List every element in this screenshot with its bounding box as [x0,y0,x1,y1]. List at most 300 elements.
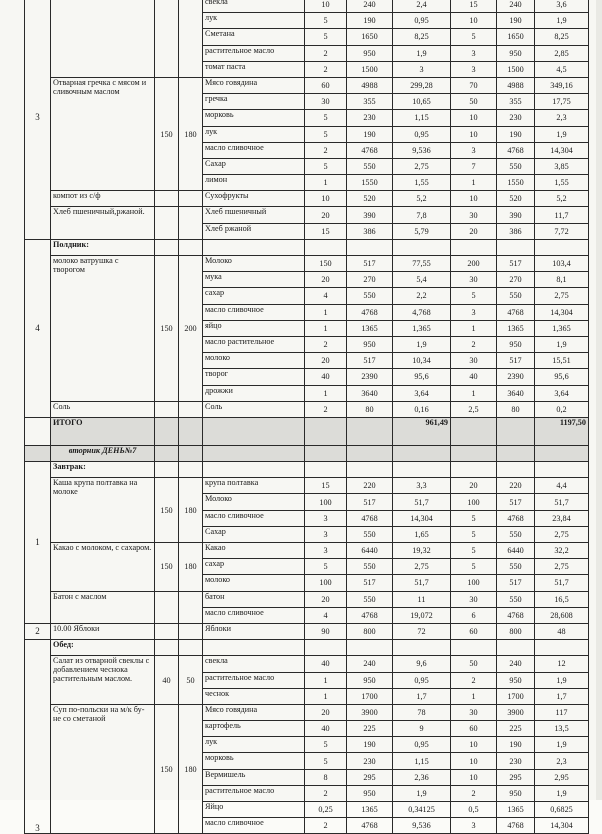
empty-cell [203,640,305,656]
value-cell: 2,75 [393,158,451,174]
ingredient-cell: масло растительное [203,336,305,352]
empty-cell [393,239,451,255]
value-cell: 3,64 [393,385,451,401]
ingredient-cell: чеснок [203,688,305,704]
value-cell: 1,9 [535,336,589,352]
ingredient-cell: растительное масло [203,785,305,801]
value-cell: 6 [451,607,497,623]
table-row [25,191,589,207]
value-cell: 2 [305,818,347,834]
value-cell: 7,72 [535,223,589,239]
table-row [25,478,589,494]
value-cell: 2,5 [451,401,497,417]
value-cell: 1700 [347,688,393,704]
value-cell: 1,15 [393,110,451,126]
value-cell: 950 [347,336,393,352]
ingredient-cell: Молоко [203,494,305,510]
value-cell: 90 [305,623,347,639]
total-row [25,417,589,445]
dish-name: Суп по-польски на м/к бу- не со сметаной [51,704,155,834]
dish-name: Соль [51,401,155,417]
value-cell: 386 [347,223,393,239]
value-cell: 190 [347,13,393,29]
value-cell: 15,51 [535,353,589,369]
value-cell: 2 [305,336,347,352]
table-row [25,462,589,478]
value-cell: 4768 [347,607,393,623]
value-cell: 23,84 [535,510,589,526]
value-cell: 550 [347,559,393,575]
value-cell: 270 [497,272,535,288]
dish-name: 10.00 Яблоки [51,623,155,639]
value-cell: 103,4 [535,256,589,272]
value-cell: 1700 [497,688,535,704]
value-cell: 100 [451,494,497,510]
value-cell: 1,9 [535,785,589,801]
empty-cell [497,417,535,445]
section-number: 3 [25,0,51,239]
value-cell: 3640 [347,385,393,401]
empty-cell [497,640,535,656]
value-cell: 230 [497,753,535,769]
scan-edge [596,0,602,800]
ingredient-cell: картофель [203,721,305,737]
value-cell: 517 [497,256,535,272]
output-cell: 180 [179,77,203,190]
output-cell [179,0,203,77]
value-cell: 10 [305,191,347,207]
value-cell: 240 [347,0,393,13]
empty-cell [179,445,203,461]
value-cell: 3 [393,61,451,77]
value-cell: 48 [535,623,589,639]
value-cell: 550 [497,158,535,174]
value-cell: 50 [451,94,497,110]
value-cell: 5,2 [535,191,589,207]
ingredient-cell: Какао [203,543,305,559]
value-cell: 1 [451,175,497,191]
ingredient-cell: дрожжи [203,385,305,401]
value-cell: 295 [497,769,535,785]
menu-table [24,0,589,834]
value-cell: 77,55 [393,256,451,272]
section-number: 3 [25,640,51,834]
value-cell: 40 [305,369,347,385]
value-cell: 8,1 [535,272,589,288]
value-cell: 4988 [497,77,535,93]
value-cell: 5 [305,753,347,769]
value-cell: 517 [347,353,393,369]
empty-cell [347,640,393,656]
value-cell: 0,95 [393,126,451,142]
ingredient-cell: Хлеб пшеничный [203,207,305,223]
value-cell: 4 [305,607,347,623]
value-cell: 1,9 [393,785,451,801]
empty-cell [497,462,535,478]
value-cell: 3,6 [535,0,589,13]
value-cell: 950 [347,785,393,801]
empty-cell [203,445,305,461]
value-cell: 1,55 [393,175,451,191]
value-cell: 2 [451,785,497,801]
value-cell: 20 [305,353,347,369]
ingredient-cell: Сахар [203,526,305,542]
empty-cell [497,239,535,255]
ingredient-cell: Яблоки [203,623,305,639]
value-cell: 1,65 [393,526,451,542]
value-cell: 150 [305,256,347,272]
value-cell: 3 [305,510,347,526]
value-cell: 2 [305,142,347,158]
value-cell: 2,3 [535,753,589,769]
value-cell: 10,34 [393,353,451,369]
value-cell: 1,9 [535,126,589,142]
value-cell: 5 [451,559,497,575]
value-cell: 100 [305,494,347,510]
value-cell: 1550 [347,175,393,191]
value-cell: 5,79 [393,223,451,239]
value-cell: 2,85 [535,45,589,61]
value-cell: 950 [497,785,535,801]
value-cell: 95,6 [535,369,589,385]
empty-cell [179,640,203,656]
ingredient-cell: лимон [203,175,305,191]
value-cell: 1 [305,672,347,688]
value-cell: 1365 [497,320,535,336]
output-cell [179,623,203,639]
value-cell: 190 [347,126,393,142]
value-cell: 2 [305,785,347,801]
value-cell: 3 [451,45,497,61]
value-cell: 950 [497,672,535,688]
empty-cell [305,417,347,445]
ingredient-cell: Сметана [203,29,305,45]
empty-cell [155,640,179,656]
value-cell: 800 [497,623,535,639]
value-cell: 2390 [497,369,535,385]
value-cell: 4768 [497,304,535,320]
value-cell: 30 [451,353,497,369]
ingredient-cell: Мясо говядина [203,704,305,720]
value-cell: 240 [347,656,393,672]
value-cell: 80 [347,401,393,417]
ingredient-cell: Молоко [203,256,305,272]
day-row [25,445,589,461]
value-cell: 3,64 [535,385,589,401]
table-row [25,239,589,255]
value-cell: 4,5 [535,61,589,77]
empty-cell [451,445,497,461]
ingredient-cell: лук [203,13,305,29]
value-cell: 950 [497,336,535,352]
value-cell: 17,75 [535,94,589,110]
output-cell: 150 [155,543,179,592]
value-cell: 4768 [347,818,393,834]
empty-cell [305,445,347,461]
value-cell: 60 [305,77,347,93]
value-cell: 32,2 [535,543,589,559]
value-cell: 0,16 [393,401,451,417]
value-cell: 220 [497,478,535,494]
empty-cell [25,417,51,445]
ingredient-cell: морковь [203,110,305,126]
value-cell: 5 [305,29,347,45]
empty-cell [155,239,179,255]
value-cell: 517 [497,494,535,510]
value-cell: 5,4 [393,272,451,288]
empty-cell [497,445,535,461]
value-cell: 2,3 [535,110,589,126]
value-cell: 4768 [497,510,535,526]
value-cell: 5 [305,126,347,142]
value-cell: 1365 [347,802,393,818]
dish-name: Каша крупа полтавка на молоке [51,478,155,543]
value-cell: 9 [393,721,451,737]
table-row [25,401,589,417]
value-cell: 95,6 [393,369,451,385]
value-cell: 1,7 [393,688,451,704]
value-cell: 14,304 [535,818,589,834]
value-cell: 240 [497,0,535,13]
value-cell: 225 [497,721,535,737]
value-cell: 0,34125 [393,802,451,818]
empty-cell [393,462,451,478]
value-cell: 5 [305,110,347,126]
value-cell: 2,75 [535,526,589,542]
value-cell: 51,7 [535,575,589,591]
ingredient-cell: лук [203,126,305,142]
value-cell: 4768 [347,510,393,526]
value-cell: 51,7 [535,494,589,510]
value-cell: 4 [305,288,347,304]
value-cell: 8,25 [393,29,451,45]
value-cell: 6440 [347,543,393,559]
value-cell: 5 [451,543,497,559]
table-row [25,77,589,93]
empty-cell [451,462,497,478]
value-cell: 1,9 [393,336,451,352]
value-cell: 6440 [497,543,535,559]
value-cell: 4,4 [535,478,589,494]
value-cell: 190 [497,13,535,29]
value-cell: 1,9 [393,45,451,61]
ingredient-cell: растительное масло [203,672,305,688]
value-cell: 3 [305,543,347,559]
table-row [25,704,589,720]
value-cell: 550 [497,591,535,607]
value-cell: 0,25 [305,802,347,818]
dish-name: Какао с молоком, с сахаром. [51,543,155,592]
value-cell: 10 [451,13,497,29]
empty-cell [535,239,589,255]
value-cell: 2,95 [535,769,589,785]
ingredient-cell: масло сливочное [203,142,305,158]
value-cell: 230 [497,110,535,126]
value-cell: 950 [497,45,535,61]
value-cell: 5 [305,158,347,174]
empty-cell [451,640,497,656]
value-cell: 1,7 [535,688,589,704]
value-cell: 1,55 [535,175,589,191]
value-cell: 2 [305,45,347,61]
ingredient-cell: Хлеб ржаной [203,223,305,239]
dish-name: молоко ватрушка с творогом [51,256,155,402]
value-cell: 5 [305,737,347,753]
empty-cell [179,417,203,445]
value-cell: 550 [347,526,393,542]
ingredient-cell: лук [203,737,305,753]
value-cell: 4988 [347,77,393,93]
value-cell: 550 [347,288,393,304]
meal-title: Завтрак: [51,462,155,478]
value-cell: 1 [451,385,497,401]
value-cell: 1 [305,320,347,336]
table-row [25,623,589,639]
value-cell: 20 [451,223,497,239]
empty-cell [155,445,179,461]
value-cell: 16,5 [535,591,589,607]
value-cell: 1500 [347,61,393,77]
empty-cell [451,239,497,255]
output-cell: 200 [179,256,203,402]
value-cell: 355 [347,94,393,110]
value-cell: 0,95 [393,13,451,29]
ingredient-cell: крупа полтавка [203,478,305,494]
output-cell [155,623,179,639]
value-cell: 0,2 [535,401,589,417]
table-row [25,640,589,656]
value-cell: 1550 [497,175,535,191]
ingredient-cell: молоко [203,353,305,369]
empty-cell [203,417,305,445]
ingredient-cell: масло сливочное [203,304,305,320]
value-cell: 1 [305,304,347,320]
value-cell: 220 [347,478,393,494]
value-cell: 2390 [347,369,393,385]
value-cell: 190 [497,737,535,753]
section-number: 4 [25,239,51,417]
value-cell: 14,304 [535,142,589,158]
output-cell [155,191,179,207]
value-cell: 14,304 [535,304,589,320]
ingredient-cell: масло сливочное [203,818,305,834]
empty-cell [305,640,347,656]
value-cell: 3 [451,304,497,320]
value-cell: 355 [497,94,535,110]
ingredient-cell: сахар [203,559,305,575]
value-cell: 4768 [497,607,535,623]
output-cell [179,401,203,417]
value-cell: 4768 [347,142,393,158]
output-cell: 40 [155,656,179,705]
output-cell [155,207,179,239]
value-cell: 520 [497,191,535,207]
dish-name [51,0,155,77]
value-cell: 950 [347,45,393,61]
value-cell: 15 [305,478,347,494]
value-cell: 8,25 [535,29,589,45]
section-number: 1 [25,462,51,624]
empty-cell [347,417,393,445]
value-cell: 51,7 [393,494,451,510]
dish-name: Хлеб пшеничный,ржаной. [51,207,155,239]
value-cell: 3,85 [535,158,589,174]
value-cell: 550 [347,591,393,607]
value-cell: 190 [497,126,535,142]
ingredient-cell: масло сливочное [203,607,305,623]
value-cell: 3640 [497,385,535,401]
value-cell: 2,36 [393,769,451,785]
value-cell: 4768 [497,142,535,158]
empty-cell [155,417,179,445]
value-cell: 3,3 [393,478,451,494]
value-cell: 2,75 [535,288,589,304]
value-cell: 550 [497,559,535,575]
value-cell: 10 [451,191,497,207]
value-cell: 2 [451,672,497,688]
table-row [25,256,589,272]
ingredient-cell: Яйцо [203,802,305,818]
ingredient-cell: морковь [203,753,305,769]
output-cell: 150 [155,704,179,834]
value-cell: 3900 [347,704,393,720]
value-cell: 12 [535,656,589,672]
empty-cell [535,462,589,478]
empty-cell [535,445,589,461]
day-label: вторник ДЕНЬ№7 [51,445,155,461]
total-label: ИТОГО [51,417,155,445]
value-cell: 1365 [497,802,535,818]
value-cell: 117 [535,704,589,720]
value-cell: 5 [451,526,497,542]
value-cell: 4,768 [393,304,451,320]
value-cell: 517 [347,494,393,510]
value-cell: 2 [305,61,347,77]
empty-cell [179,462,203,478]
value-cell: 15 [451,0,497,13]
value-cell: 10 [451,737,497,753]
empty-cell [305,239,347,255]
ingredient-cell: яйцо [203,320,305,336]
empty-cell [179,239,203,255]
output-cell: 180 [179,704,203,834]
value-cell: 349,16 [535,77,589,93]
value-cell: 550 [497,526,535,542]
value-cell: 30 [305,94,347,110]
value-cell: 5 [451,29,497,45]
value-cell: 30 [451,272,497,288]
value-cell: 0,95 [393,672,451,688]
value-cell: 2,4 [393,0,451,13]
value-cell: 1,9 [535,737,589,753]
value-cell: 299,28 [393,77,451,93]
empty-cell [451,417,497,445]
value-cell: 386 [497,223,535,239]
value-cell: 20 [451,478,497,494]
ingredient-cell: молоко [203,575,305,591]
value-cell: 1,365 [393,320,451,336]
value-cell: 3 [451,142,497,158]
value-cell: 3 [305,526,347,542]
value-cell: 10 [451,753,497,769]
value-cell: 1,15 [393,753,451,769]
value-cell: 240 [497,656,535,672]
dish-name: Батон с маслом [51,591,155,623]
output-cell: 50 [179,656,203,705]
value-cell: 2 [305,401,347,417]
ingredient-cell: свекла [203,656,305,672]
value-cell: 30 [451,704,497,720]
